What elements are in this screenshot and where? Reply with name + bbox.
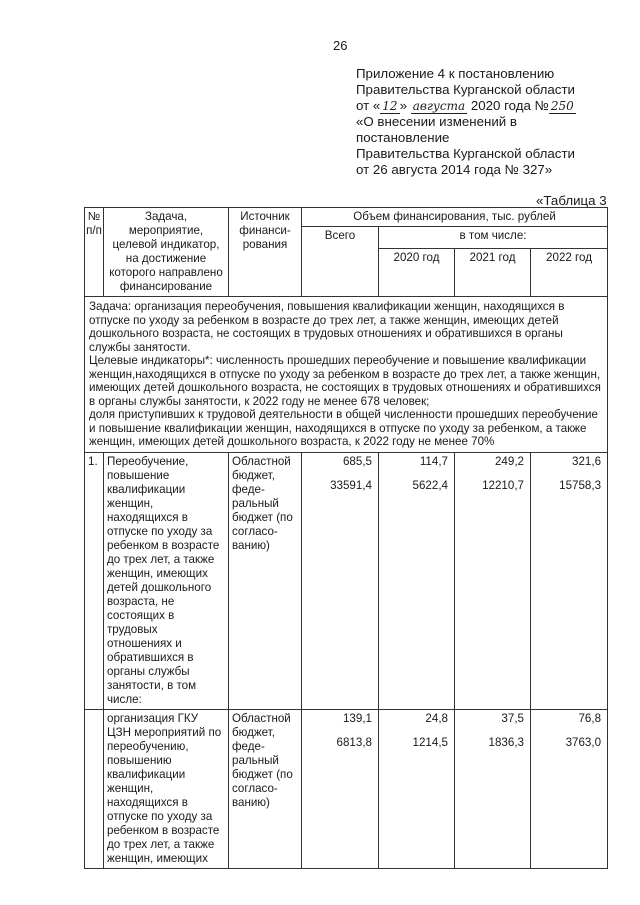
row-name: Переобучение, повышение квалификации женщин, находящихся в отпуске по уходу за ребенком в возрасте до трех лет, а также женщин, имеющих детей дошкольного возраста, не состоящих в трудовых отношениях и обратившихся в органы службы занятости, в том числе: <box>104 452 229 709</box>
header-including: в том числе: <box>379 227 608 249</box>
regional-2021: 249,2 <box>494 454 524 468</box>
federal-2021: 12210,7 <box>482 478 524 492</box>
appendix-line-4: «О внесении изменений в <box>356 114 517 129</box>
source-regional: Областной бюджет, <box>232 711 291 739</box>
regional-2021: 37,5 <box>501 711 524 725</box>
handwritten-month: августа <box>412 99 466 113</box>
cell-2022 <box>531 709 608 868</box>
cell-total <box>302 709 379 868</box>
cell-total <box>302 452 379 709</box>
date-mid: » <box>399 98 407 113</box>
task-cell <box>85 297 608 453</box>
indicators-text-2: доля приступивших к трудовой деятельности в общей численности прошедших переобучение и повышение квалификации женщин, находящихся в отпуске по уходу за ребенком, а также женщин, имеющих детей дошкольного возраста, к 2022 году не менее 70% <box>89 408 598 448</box>
cell-2022 <box>531 452 608 709</box>
row-source <box>229 452 302 709</box>
appendix-line-3 <box>356 98 626 114</box>
header-2021: 2021 год <box>455 249 531 297</box>
task-text: Задача: организация переобучения, повышения квалификации женщин, находящихся в отпуске по уходу за ребенком в возрасте до трех лет, а также женщин, имеющих детей дошкольного возраста, не состоящих в трудовых отношениях и обратившихся в органы службы занятости. <box>89 300 565 354</box>
regional-2022: 321,6 <box>572 454 602 468</box>
appendix-line-2: Правительства Курганской области <box>356 82 575 97</box>
cell-2021 <box>455 709 531 868</box>
regional-total: 685,5 <box>342 454 372 468</box>
cell-2020 <box>379 709 455 868</box>
cell-2021 <box>455 452 531 709</box>
appendix-line-7: от 26 августа 2014 года № 327» <box>356 162 553 177</box>
source-federal: феде-ральный бюджет (по согласо-ванию) <box>232 739 293 809</box>
source-regional: Областной бюджет, <box>232 454 291 482</box>
regional-total: 139,1 <box>342 711 372 725</box>
header-volume: Объем финансирования, тыс. рублей <box>302 208 608 227</box>
table-label: «Таблица 3 <box>536 193 607 208</box>
financing-table <box>84 207 608 869</box>
header-2022: 2022 год <box>531 249 608 297</box>
federal-2022: 15758,3 <box>559 478 602 492</box>
federal-total: 33591,4 <box>330 478 372 492</box>
header-row-1 <box>85 208 608 227</box>
header-source: Источник финанси-рования <box>229 208 302 297</box>
federal-2022: 3763,0 <box>565 735 602 749</box>
row-num <box>85 709 104 868</box>
header-num: № п/п <box>85 208 104 297</box>
row-source <box>229 709 302 868</box>
cell-2020 <box>379 452 455 709</box>
table-row <box>85 452 608 709</box>
date-year: 2020 года № <box>470 98 549 113</box>
handwritten-number: 250 <box>550 99 574 113</box>
federal-2020: 5622,4 <box>412 478 448 492</box>
date-prefix: от « <box>356 98 381 113</box>
header-2020: 2020 год <box>379 249 455 297</box>
row-num: 1. <box>85 452 104 709</box>
handwritten-day: 12 <box>382 99 398 113</box>
regional-2022: 76,8 <box>578 711 602 725</box>
regional-2020: 24,8 <box>425 711 448 725</box>
row-name: организация ГКУ ЦЗН мероприятий по переобучению, повышению квалификации женщин, находящихся в отпуске по уходу за ребенком в возрасте до трех лет, а также женщин, имеющих <box>104 709 229 868</box>
task-row <box>85 297 608 453</box>
indicators-text-1: Целевые индикаторы*: численность прошедших переобучение и повышение квалификации женщин,находящихся в отпуске по уходу за ребенком в возрасте до трех лет, а также женщин, имеющих детей дошкольного возраста, не состоящих в трудовых отношениях и обратившихся в органы службы занятости, к 2022 году не менее 678 человек; <box>89 354 601 408</box>
regional-2020: 114,7 <box>419 454 448 468</box>
federal-total: 6813,8 <box>336 735 372 749</box>
appendix-line-6: Правительства Курганской области <box>356 146 575 161</box>
table-row <box>85 709 608 868</box>
appendix-line-5: постановление <box>356 130 450 145</box>
header-task: Задача, мероприятие, целевой индикатор, на достижение которого направлено финансирование <box>104 208 229 297</box>
source-federal: феде-ральный бюджет (по согласо-ванию) <box>232 482 293 552</box>
federal-2021: 1836,3 <box>488 735 524 749</box>
appendix-header <box>356 66 626 178</box>
page-number: 26 <box>333 38 348 53</box>
federal-2020: 1214,5 <box>412 735 448 749</box>
header-total: Всего <box>302 227 379 297</box>
appendix-line-1: Приложение 4 к постановлению <box>356 66 555 81</box>
